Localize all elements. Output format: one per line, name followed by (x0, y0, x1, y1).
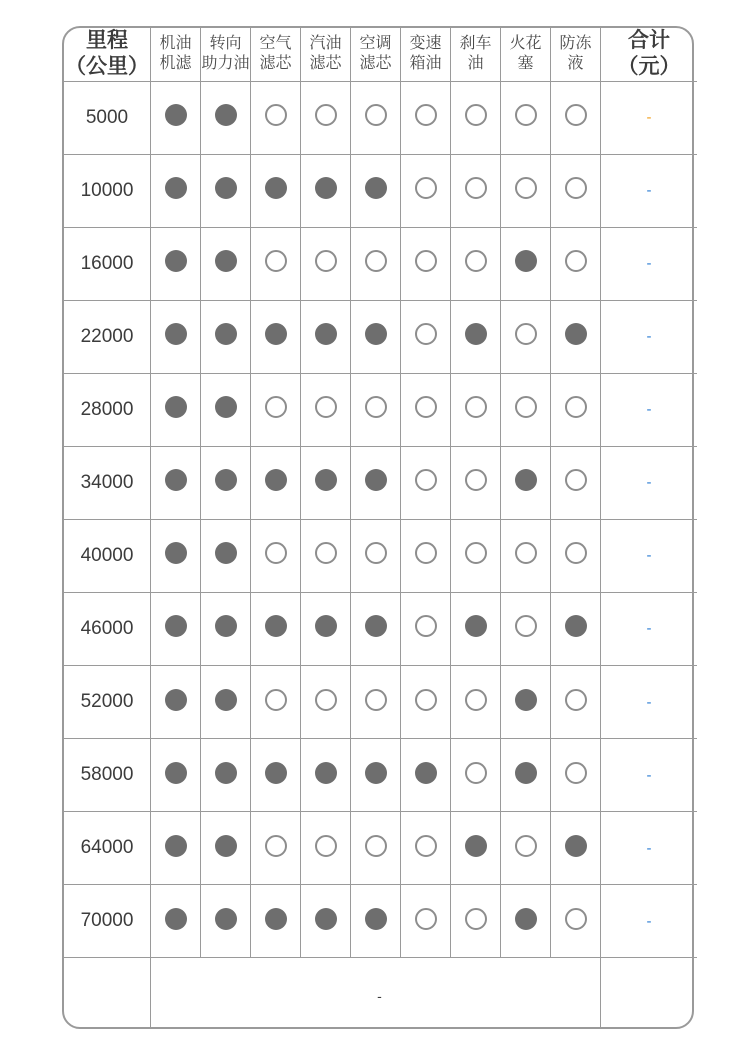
service-mark-cell (301, 227, 351, 300)
service-mark-cell (151, 885, 201, 958)
service-mark-cell (151, 666, 201, 739)
service-mark-cell (351, 446, 401, 519)
total-cell: - (601, 519, 698, 592)
header-item-cabin-filter: 空调 滤芯 (351, 28, 401, 81)
service-mark-cell (201, 154, 251, 227)
service-mark-cell (251, 300, 301, 373)
service-mark-cell (351, 154, 401, 227)
mileage-cell: 34000 (64, 446, 151, 519)
mileage-cell: 52000 (64, 666, 151, 739)
service-mark-cell (351, 300, 401, 373)
filled-circle-icon (165, 396, 187, 418)
service-mark-cell (501, 300, 551, 373)
filled-circle-icon (265, 323, 287, 345)
empty-circle-icon (465, 469, 487, 491)
filled-circle-icon (215, 542, 237, 564)
filled-circle-icon (215, 908, 237, 930)
service-mark-cell (201, 592, 251, 665)
empty-circle-icon (465, 104, 487, 126)
empty-circle-icon (565, 689, 587, 711)
filled-circle-icon (315, 323, 337, 345)
service-mark-cell (201, 739, 251, 812)
service-mark-cell (151, 739, 201, 812)
service-mark-cell (351, 373, 401, 446)
service-mark-cell (201, 227, 251, 300)
empty-circle-icon (465, 908, 487, 930)
empty-circle-icon (365, 835, 387, 857)
filled-circle-icon (215, 323, 237, 345)
empty-circle-icon (415, 689, 437, 711)
table-row (64, 519, 697, 592)
filled-circle-icon (515, 689, 537, 711)
empty-circle-icon (465, 396, 487, 418)
service-mark-cell (301, 592, 351, 665)
total-cell: - (601, 300, 698, 373)
empty-circle-icon (415, 835, 437, 857)
service-mark-cell (201, 446, 251, 519)
total-cell: - (601, 739, 698, 812)
empty-circle-icon (465, 689, 487, 711)
service-mark-cell (401, 812, 451, 885)
service-mark-cell (301, 519, 351, 592)
total-cell: - (601, 666, 698, 739)
empty-circle-icon (565, 762, 587, 784)
filled-circle-icon (465, 835, 487, 857)
service-mark-cell (451, 885, 501, 958)
service-mark-cell (301, 446, 351, 519)
empty-circle-icon (365, 104, 387, 126)
empty-circle-icon (565, 177, 587, 199)
service-mark-cell (501, 227, 551, 300)
service-mark-cell (501, 373, 551, 446)
service-mark-cell (251, 373, 301, 446)
empty-circle-icon (265, 250, 287, 272)
header-item-brake-fluid: 刹车 油 (451, 28, 501, 81)
filled-circle-icon (165, 104, 187, 126)
service-mark-cell (301, 666, 351, 739)
filled-circle-icon (215, 396, 237, 418)
empty-circle-icon (315, 542, 337, 564)
empty-circle-icon (465, 762, 487, 784)
service-mark-cell (251, 227, 301, 300)
service-mark-cell (401, 519, 451, 592)
header-item-power-steering-fluid: 转向 助力油 (201, 28, 251, 81)
service-mark-cell (451, 227, 501, 300)
empty-circle-icon (415, 615, 437, 637)
service-mark-cell (551, 812, 601, 885)
total-cell: - (601, 227, 698, 300)
empty-circle-icon (565, 250, 587, 272)
service-mark-cell (551, 227, 601, 300)
total-cell: - (601, 592, 698, 665)
header-total (601, 28, 698, 81)
empty-circle-icon (365, 396, 387, 418)
filled-circle-icon (365, 762, 387, 784)
empty-circle-icon (465, 177, 487, 199)
header-item-spark-plug: 火花 塞 (501, 28, 551, 81)
table-row (64, 373, 697, 446)
table-row (64, 300, 697, 373)
filled-circle-icon (165, 469, 187, 491)
mileage-cell: 5000 (64, 81, 151, 154)
service-mark-cell (351, 885, 401, 958)
service-mark-cell (501, 666, 551, 739)
service-mark-cell (401, 154, 451, 227)
empty-circle-icon (315, 835, 337, 857)
service-mark-cell (151, 300, 201, 373)
service-mark-cell (501, 812, 551, 885)
filled-circle-icon (265, 615, 287, 637)
filled-circle-icon (415, 762, 437, 784)
empty-circle-icon (515, 104, 537, 126)
table-row (64, 592, 697, 665)
filled-circle-icon (215, 250, 237, 272)
filled-circle-icon (365, 469, 387, 491)
filled-circle-icon (165, 542, 187, 564)
header-item-coolant: 防冻 液 (551, 28, 601, 81)
service-mark-cell (351, 81, 401, 154)
empty-circle-icon (415, 469, 437, 491)
filled-circle-icon (315, 469, 337, 491)
filled-circle-icon (565, 835, 587, 857)
service-mark-cell (551, 666, 601, 739)
filled-circle-icon (465, 615, 487, 637)
filled-circle-icon (165, 323, 187, 345)
total-cell: - (601, 885, 698, 958)
service-mark-cell (251, 885, 301, 958)
filled-circle-icon (365, 323, 387, 345)
empty-circle-icon (415, 250, 437, 272)
empty-circle-icon (365, 689, 387, 711)
table-row (64, 885, 697, 958)
footer-mileage-cell (64, 958, 151, 1027)
service-mark-cell (501, 154, 551, 227)
service-mark-cell (401, 446, 451, 519)
mileage-cell: 28000 (64, 373, 151, 446)
filled-circle-icon (565, 615, 587, 637)
empty-circle-icon (315, 689, 337, 711)
table-body (64, 81, 697, 1027)
service-mark-cell (351, 812, 401, 885)
service-mark-cell (251, 81, 301, 154)
total-cell: - (601, 81, 698, 154)
service-mark-cell (551, 739, 601, 812)
table-row (64, 739, 697, 812)
filled-circle-icon (565, 323, 587, 345)
service-mark-cell (451, 592, 501, 665)
service-mark-cell (301, 373, 351, 446)
header-mileage-line1: 里程 (86, 29, 128, 52)
service-mark-cell (201, 300, 251, 373)
service-mark-cell (451, 81, 501, 154)
empty-circle-icon (565, 396, 587, 418)
table-row (64, 812, 697, 885)
header-item-engine-oil-filter: 机油 机滤 (151, 28, 201, 81)
service-mark-cell (301, 81, 351, 154)
service-mark-cell (301, 300, 351, 373)
service-mark-cell (401, 373, 451, 446)
filled-circle-icon (165, 762, 187, 784)
service-mark-cell (451, 739, 501, 812)
service-mark-cell (551, 300, 601, 373)
filled-circle-icon (265, 469, 287, 491)
service-mark-cell (451, 812, 501, 885)
filled-circle-icon (315, 615, 337, 637)
header-total-line2: （元） (617, 55, 681, 79)
filled-circle-icon (515, 250, 537, 272)
service-mark-cell (501, 446, 551, 519)
table-row (64, 81, 697, 154)
empty-circle-icon (515, 615, 537, 637)
empty-circle-icon (315, 104, 337, 126)
service-mark-cell (501, 739, 551, 812)
empty-circle-icon (265, 835, 287, 857)
service-mark-cell (501, 519, 551, 592)
service-mark-cell (251, 519, 301, 592)
service-mark-cell (501, 592, 551, 665)
filled-circle-icon (265, 908, 287, 930)
header-item-fuel-filter: 汽油 滤芯 (301, 28, 351, 81)
mileage-cell: 58000 (64, 739, 151, 812)
service-mark-cell (351, 227, 401, 300)
service-mark-cell (201, 666, 251, 739)
filled-circle-icon (465, 323, 487, 345)
service-mark-cell (451, 154, 501, 227)
service-mark-cell (551, 154, 601, 227)
service-mark-cell (401, 227, 451, 300)
filled-circle-icon (215, 762, 237, 784)
service-mark-cell (401, 739, 451, 812)
header-item-transmission-fluid: 变速 箱油 (401, 28, 451, 81)
service-mark-cell (251, 812, 301, 885)
filled-circle-icon (315, 762, 337, 784)
empty-circle-icon (415, 542, 437, 564)
service-mark-cell (551, 592, 601, 665)
total-cell: - (601, 373, 698, 446)
service-mark-cell (151, 519, 201, 592)
mileage-cell: 10000 (64, 154, 151, 227)
table-row (64, 666, 697, 739)
filled-circle-icon (515, 908, 537, 930)
empty-circle-icon (365, 542, 387, 564)
empty-circle-icon (415, 396, 437, 418)
service-mark-cell (151, 227, 201, 300)
empty-circle-icon (265, 104, 287, 126)
filled-circle-icon (265, 762, 287, 784)
empty-circle-icon (365, 250, 387, 272)
service-mark-cell (401, 81, 451, 154)
filled-circle-icon (515, 469, 537, 491)
filled-circle-icon (215, 469, 237, 491)
header-mileage (64, 28, 151, 81)
total-cell: - (601, 154, 698, 227)
filled-circle-icon (165, 908, 187, 930)
empty-circle-icon (515, 542, 537, 564)
service-mark-cell (451, 519, 501, 592)
empty-circle-icon (565, 469, 587, 491)
filled-circle-icon (165, 250, 187, 272)
empty-circle-icon (265, 396, 287, 418)
service-mark-cell (251, 154, 301, 227)
filled-circle-icon (265, 177, 287, 199)
header-row (64, 28, 697, 81)
service-mark-cell (551, 885, 601, 958)
header-total-line1: 合计 (628, 29, 670, 52)
filled-circle-icon (215, 689, 237, 711)
filled-circle-icon (165, 689, 187, 711)
service-mark-cell (401, 300, 451, 373)
footer-note-cell (151, 958, 601, 1027)
filled-circle-icon (365, 177, 387, 199)
table-row (64, 446, 697, 519)
empty-circle-icon (315, 396, 337, 418)
mileage-cell: 46000 (64, 592, 151, 665)
service-mark-cell (551, 519, 601, 592)
empty-circle-icon (415, 104, 437, 126)
service-mark-cell (451, 666, 501, 739)
empty-circle-icon (515, 177, 537, 199)
service-mark-cell (451, 300, 501, 373)
mileage-cell: 40000 (64, 519, 151, 592)
table-row (64, 154, 697, 227)
service-mark-cell (551, 81, 601, 154)
empty-circle-icon (265, 689, 287, 711)
filled-circle-icon (165, 615, 187, 637)
filled-circle-icon (365, 908, 387, 930)
service-mark-cell (401, 885, 451, 958)
service-mark-cell (251, 739, 301, 812)
empty-circle-icon (415, 908, 437, 930)
header-mileage-line2: （公里） (65, 55, 149, 79)
empty-circle-icon (465, 542, 487, 564)
service-mark-cell (451, 373, 501, 446)
service-mark-cell (451, 446, 501, 519)
service-mark-cell (551, 373, 601, 446)
empty-circle-icon (515, 396, 537, 418)
header-item-air-filter: 空气 滤芯 (251, 28, 301, 81)
service-mark-cell (401, 666, 451, 739)
service-mark-cell (251, 592, 301, 665)
service-mark-cell (551, 446, 601, 519)
service-mark-cell (201, 81, 251, 154)
filled-circle-icon (515, 762, 537, 784)
service-mark-cell (151, 812, 201, 885)
total-cell: - (601, 446, 698, 519)
total-cell: - (601, 812, 698, 885)
footer-total-cell (601, 958, 698, 1027)
filled-circle-icon (215, 177, 237, 199)
filled-circle-icon (215, 835, 237, 857)
mileage-cell: 22000 (64, 300, 151, 373)
service-mark-cell (301, 154, 351, 227)
empty-circle-icon (565, 542, 587, 564)
service-mark-cell (251, 666, 301, 739)
service-mark-cell (151, 154, 201, 227)
footer-row (64, 958, 697, 1027)
empty-circle-icon (465, 250, 487, 272)
empty-circle-icon (565, 908, 587, 930)
service-mark-cell (251, 446, 301, 519)
mileage-cell: 64000 (64, 812, 151, 885)
filled-circle-icon (215, 104, 237, 126)
empty-circle-icon (565, 104, 587, 126)
service-mark-cell (501, 81, 551, 154)
filled-circle-icon (315, 177, 337, 199)
service-mark-cell (351, 519, 401, 592)
mileage-cell: 70000 (64, 885, 151, 958)
service-mark-cell (501, 885, 551, 958)
service-mark-cell (151, 373, 201, 446)
service-mark-cell (351, 739, 401, 812)
table-row (64, 227, 697, 300)
maintenance-schedule-card (62, 26, 694, 1029)
service-mark-cell (301, 812, 351, 885)
footer-note: - (377, 987, 382, 1004)
service-mark-cell (301, 739, 351, 812)
empty-circle-icon (315, 250, 337, 272)
service-mark-cell (401, 592, 451, 665)
empty-circle-icon (415, 323, 437, 345)
mileage-cell: 16000 (64, 227, 151, 300)
empty-circle-icon (515, 323, 537, 345)
empty-circle-icon (265, 542, 287, 564)
service-mark-cell (351, 666, 401, 739)
filled-circle-icon (165, 835, 187, 857)
filled-circle-icon (365, 615, 387, 637)
service-mark-cell (201, 812, 251, 885)
service-mark-cell (201, 885, 251, 958)
empty-circle-icon (415, 177, 437, 199)
filled-circle-icon (315, 908, 337, 930)
maintenance-table (64, 28, 697, 1027)
service-mark-cell (151, 592, 201, 665)
service-mark-cell (201, 519, 251, 592)
table-header (64, 28, 697, 81)
filled-circle-icon (215, 615, 237, 637)
service-mark-cell (301, 885, 351, 958)
empty-circle-icon (515, 835, 537, 857)
service-mark-cell (151, 81, 201, 154)
service-mark-cell (351, 592, 401, 665)
service-mark-cell (151, 446, 201, 519)
service-mark-cell (201, 373, 251, 446)
filled-circle-icon (165, 177, 187, 199)
